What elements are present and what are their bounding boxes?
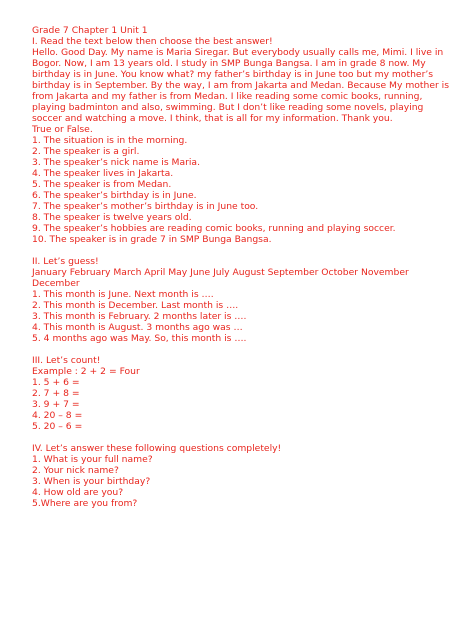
- list-item: 9. The speaker’s hobbies are reading comic books, running and playing soccer.: [32, 223, 396, 234]
- list-item: 5. 4 months ago was May. So, this month is ….: [32, 333, 247, 344]
- list-item: 4. The speaker lives in Jakarta.: [32, 168, 174, 179]
- count-list: [32, 377, 452, 432]
- questions-list: [32, 454, 452, 509]
- list-item: 3. This month is February. 2 months later is ….: [32, 311, 247, 322]
- list-item: 8. The speaker is twelve years old.: [32, 212, 192, 223]
- list-item: 3. When is your birthday?: [32, 476, 151, 487]
- section-1-heading: I. Read the text below then choose the best answer!: [32, 36, 273, 47]
- spacer: [32, 245, 452, 256]
- spacer: [32, 432, 452, 443]
- worksheet-title: Grade 7 Chapter 1 Unit 1: [32, 25, 148, 36]
- list-item: 4. This month is August. 3 months ago was …: [32, 322, 243, 333]
- section-4-heading: IV. Let’s answer these following questions completely!: [32, 443, 282, 454]
- list-item: 4. 20 – 8 =: [32, 410, 83, 421]
- spacer: [32, 344, 452, 355]
- section-3-heading: III. Let’s count!: [32, 355, 101, 366]
- list-item: 5. 20 – 6 =: [32, 421, 83, 432]
- list-item: 2. Your nick name?: [32, 465, 119, 476]
- list-item: 2. The speaker is a girl.: [32, 146, 140, 157]
- list-item: 5.Where are you from?: [32, 498, 138, 509]
- list-item: 4. How old are you?: [32, 487, 124, 498]
- list-item: 5. The speaker is from Medan.: [32, 179, 172, 190]
- worksheet-page: [32, 25, 452, 509]
- list-item: 2. 7 + 8 =: [32, 388, 80, 399]
- guess-list: [32, 289, 452, 344]
- section-2-heading: II. Let’s guess!: [32, 256, 99, 267]
- list-item: 1. What is your full name?: [32, 454, 153, 465]
- list-item: 7. The speaker’s mother’s birthday is in June too.: [32, 201, 259, 212]
- months-list: January February March April May June July August September October November December: [32, 267, 409, 289]
- list-item: 2. This month is December. Last month is ….: [32, 300, 239, 311]
- list-item: 10. The speaker is in grade 7 in SMP Bunga Bangsa.: [32, 234, 272, 245]
- count-example: Example : 2 + 2 = Four: [32, 366, 140, 377]
- list-item: 3. 9 + 7 =: [32, 399, 80, 410]
- reading-passage: Hello. Good Day. My name is Maria Siregar. But everybody usually calls me, Mimi. I live in Bogor. Now, I am 13 years old. I study in SMP Bunga Bangsa. I am in grade 8 now. My birthday is in June. You know what? my father’s birthday is in June too but my mother’s birthday is in September. By the way, I am from Jakarta and Medan. Because My mother is from Jakarta and my father is from Medan. I like reading some comic books, running, playing badminton and also, swimming. But I don’t like reading some novels, playing soccer and watching a move. I think, that is all for my information. Thank you.: [32, 47, 450, 124]
- list-item: 1. The situation is in the morning.: [32, 135, 188, 146]
- list-item: 1. 5 + 6 =: [32, 377, 80, 388]
- list-item: 1. This month is June. Next month is ….: [32, 289, 214, 300]
- true-false-subheading: True or False.: [32, 124, 93, 135]
- list-item: 6. The speaker’s birthday is in June.: [32, 190, 197, 201]
- true-false-list: [32, 135, 452, 245]
- list-item: 3. The speaker’s nick name is Maria.: [32, 157, 200, 168]
